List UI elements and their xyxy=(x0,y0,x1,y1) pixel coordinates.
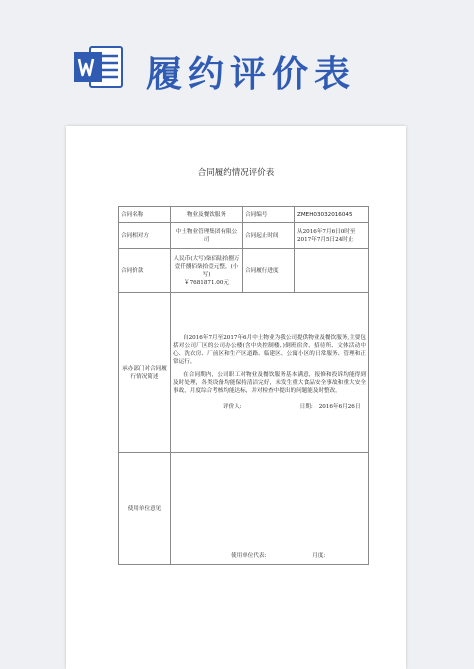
date-value: 2016年6月26日 xyxy=(318,404,361,410)
amount-value-words: 人民币(大写)柒佰陆拾捌万壹仟捌佰柒拾壹元整，(小写) xyxy=(173,255,240,278)
evaluation-content xyxy=(171,293,369,453)
progress-value xyxy=(295,249,369,293)
evaluation-paragraph-1: 自2016年7月至2017年6月中土物业为我公司提供物业及餐饮服务,主要包括对公司厂区的公司办公楼(含中央控制楼、)倒班宿舍、招待所、文体活动中心、洗衣房、厂前区和生产区道路、临建区、公寓小区的日常服务、管理和正常运行。 xyxy=(173,335,366,365)
contract-name-value: 物业及餐饮服务 xyxy=(171,207,243,223)
table-row xyxy=(119,453,369,565)
evaluator-label: 评价人: xyxy=(223,404,242,410)
evaluation-label: 承办部门对合同履行情况简述 xyxy=(119,293,171,453)
table-row xyxy=(119,207,369,223)
period-label: 合同起止时间 xyxy=(243,223,295,249)
amount-label: 合同价款 xyxy=(119,249,171,293)
user-rep-label: 使用单位代表: xyxy=(231,553,267,559)
evaluation-paragraph-2: 在合同期内，公司职工对物业及餐饮服务基本满意，报修和投诉均能得到及时处理，各类设备均能保持清洁完好，未发生重大食品安全事故和重大安全事故，月度综合考核均能达标，并对检查中提出的问题能及时整改。 xyxy=(173,372,366,394)
banner-title: 履约评价表 xyxy=(146,54,357,95)
banner xyxy=(0,0,474,112)
progress-label: 合同履行进度 xyxy=(243,249,295,293)
contract-no-value: ZMEH03032016045 xyxy=(295,207,369,223)
period-value: 从2016年7月6日0时至2017年7月5日24时止 xyxy=(295,223,369,249)
user-opinion-label: 使用单位意见 xyxy=(119,453,171,565)
table-row xyxy=(119,249,369,293)
user-opinion-content xyxy=(171,453,369,565)
user-opinion-signature-line xyxy=(231,552,325,560)
counterparty-label: 合同相对方 xyxy=(119,223,171,249)
evaluation-form-table xyxy=(118,206,369,565)
contract-name-label: 合同名称 xyxy=(119,207,171,223)
document-title: 合同履约情况评价表 xyxy=(197,168,275,178)
word-icon xyxy=(72,44,124,90)
amount-value xyxy=(171,249,243,293)
contract-no-label: 合同编号 xyxy=(243,207,295,223)
document-page xyxy=(66,126,406,669)
evaluation-signature-line xyxy=(173,403,366,411)
table-row xyxy=(119,293,369,453)
month-label: 月度: xyxy=(312,553,326,559)
table-row xyxy=(119,223,369,249)
date-label: 日期: xyxy=(299,404,313,410)
counterparty-value: 中土物业管理集团有限公司 xyxy=(171,223,243,249)
amount-value-number: ￥7681871.00元 xyxy=(184,279,229,286)
